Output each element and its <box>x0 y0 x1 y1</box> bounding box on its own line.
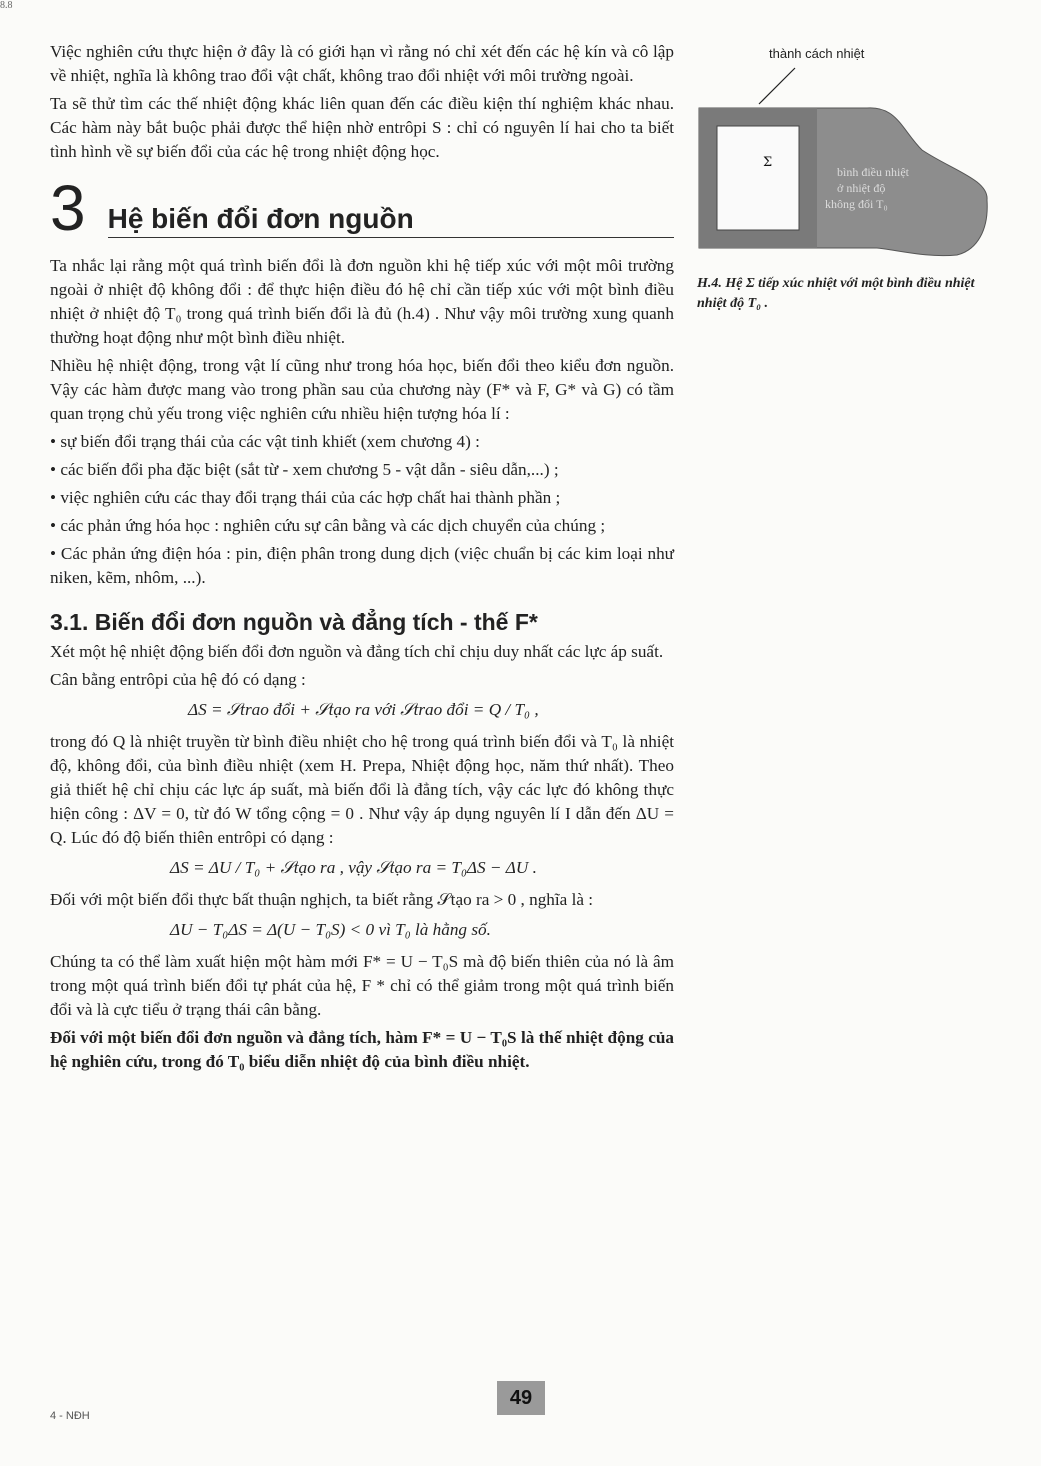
equation-entropy-variation: ΔS = ΔU / T₀ + 𝒮tạo ra , vậy 𝒮tạo ra = T₀ΔS − ΔU . <box>170 858 537 877</box>
bullet-item: • Các phản ứng điện hóa : pin, điện phân trong dung dịch (việc chuẩn bị các kim loại như niken, kẽm, nhôm, ...). <box>50 544 674 587</box>
bullet-item: • việc nghiên cứu các thay đổi trạng thái của các hợp chất hai thành phần ; <box>50 488 561 507</box>
section-3-paragraph-1: Ta nhắc lại rằng một quá trình biến đổi là đơn nguồn khi hệ tiếp xúc với một môi trường ngoài ở nhiệt độ không đổi : để thực hiện điều đó hệ chỉ cần tiếp xúc với một bình điều nhiệt ở nhiệt độ T₀ trong quá trình biến đổi là đủ (h.4) . Như vậy môi trường xung quanh thường hoạt động như một bình điều nhiệt. <box>50 256 674 347</box>
bath-label-line-3: không đổi T₀ <box>825 197 888 211</box>
section-3-heading <box>50 172 674 244</box>
equation-entropy-balance: ΔS = 𝒮trao đổi + 𝒮tạo ra với 𝒮trao đổi = Q / T₀ , <box>188 700 539 719</box>
system-box <box>717 126 799 230</box>
equation-inequality: ΔU − T₀ΔS = Δ(U − T₀S) < 0 vì T₀ là hằng số. <box>170 920 491 939</box>
bath-label-line-1: bình điều nhiệt <box>837 165 909 179</box>
figure-diagram <box>697 40 989 260</box>
bullet-item: • các biến đổi pha đặc biệt (sắt từ - xem chương 5 - vật dẫn - siêu dẫn,...) ; <box>50 460 559 479</box>
main-column <box>50 40 674 1078</box>
intro-paragraph-2: Ta sẽ thử tìm các thế nhiệt động khác liên quan đến các điều kiện thí nghiệm khác nhau. Các hàm này bắt buộc phải được thể hiện nhờ entrôpi S : chỉ có nguyên lí hai cho ta biết tình hình về sự biến đổi của các hệ trong nhiệt động học. <box>50 94 674 161</box>
bullet-item: • sự biến đổi trạng thái của các vật tinh khiết (xem chương 4) : <box>50 432 480 451</box>
page-number: 49 <box>497 1381 545 1415</box>
section-number: 3 <box>50 172 86 244</box>
footer-label: 4 - NĐH <box>50 1410 90 1422</box>
corner-mark: 8.8 <box>0 0 13 11</box>
subsection-paragraph-3: trong đó Q là nhiệt truyền từ bình điều nhiệt cho hệ trong quá trình biến đổi và T₀ là nhiệt độ, không đổi, của bình điều nhiệt (xem H. Prepa, Nhiệt động học, năm thứ nhất). Theo giả thiết hệ chỉ chịu các lực áp suất, mà biến đổi là đẳng tích, vậy các lực đó không thực hiện công : ΔV = 0, từ đó W tổng cộng = 0 . Như vậy áp dụng nguyên lí I dẫn đến ΔU = Q. Lúc đó độ biến thiên entrôpi có dạng : <box>50 732 674 847</box>
intro-paragraph-1: Việc nghiên cứu thực hiện ở đây là có giới hạn vì rằng nó chỉ xét đến các hệ kín và cô lập về nhiệt, nghĩa là không trao đổi vật chất, không trao đổi nhiệt với môi trường ngoài. <box>50 42 674 85</box>
system-sigma-label: Σ <box>763 155 773 170</box>
key-statement: Đối với một biến đổi đơn nguồn và đẳng tích, hàm F* = U − T₀S là thế nhiệt động của hệ nghiên cứu, trong đó T₀ biểu diễn nhiệt độ của bình điều nhiệt. <box>50 1028 674 1071</box>
subsection-title: 3.1. Biến đổi đơn nguồn và đẳng tích - thế F* <box>50 609 538 635</box>
bullet-item: • các phản ứng hóa học : nghiên cứu sự cân bằng và các dịch chuyển của chúng ; <box>50 516 606 535</box>
subsection-paragraph-4: Đối với một biến đổi thực bất thuận nghịch, ta biết rằng 𝒮tạo ra > 0 , nghĩa là : <box>50 890 594 909</box>
section-3-paragraph-2: Nhiều hệ nhiệt động, trong vật lí cũng như trong hóa học, biến đổi theo kiểu đơn nguồn. Vậy các hàm được mang vào trong phần sau của chương này (F* và F, G* và G) có tầm quan trọng chủ yếu trong việc nghiên cứu nhiều hiện tượng hóa lí : <box>50 356 674 423</box>
figure-caption: H.4. Hệ Σ tiếp xúc nhiệt với một bình điều nhiệt nhiệt độ T₀ . <box>697 276 975 311</box>
subsection-paragraph-2: Cân bằng entrôpi của hệ đó có dạng : <box>50 670 306 689</box>
figure-h4 <box>697 40 989 265</box>
subsection-paragraph-5: Chúng ta có thể làm xuất hiện một hàm mới F* = U − T₀S mà độ biến thiên của nó là âm trong một quá trình biến đổi tự phát của hệ, F * chỉ có thể giảm trong một quá trình biến đổi và là cực tiểu ở trạng thái cân bằng. <box>50 952 674 1019</box>
section-title: Hệ biến đổi đơn nguồn <box>108 207 674 238</box>
label-pointer-line <box>759 68 795 104</box>
wall-label: thành cách nhiệt <box>769 46 865 61</box>
bath-label-line-2: ở nhiệt độ <box>837 181 886 195</box>
subsection-paragraph-1: Xét một hệ nhiệt động biến đổi đơn nguồn và đẳng tích chỉ chịu duy nhất các lực áp suất. <box>50 642 664 661</box>
